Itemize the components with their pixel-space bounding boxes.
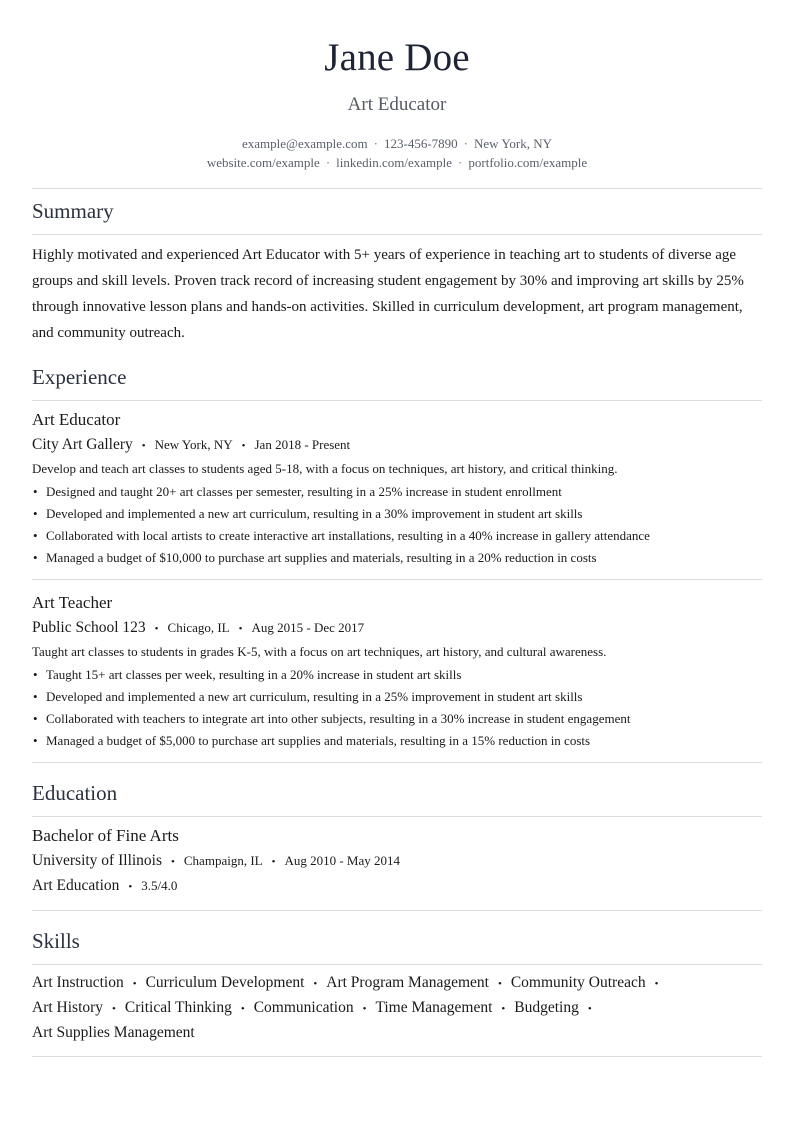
contact-separator: · <box>458 155 463 170</box>
job-bullet: • Developed and implemented a new art curriculum, resulting in a 30% improvement in student art skills <box>32 503 650 525</box>
job-meta <box>32 619 364 638</box>
contact-line-links <box>32 154 762 172</box>
job-description: Develop and teach art classes to students aged 5-18, with a focus on techniques, art history, and critical thinking. <box>32 461 618 476</box>
job-description: Taught art classes to students in grades K-5, with a focus on art techniques, art history, and cultural awareness. <box>32 644 607 659</box>
portfolio-link[interactable]: portfolio.com/example <box>468 155 588 170</box>
divider <box>32 816 762 817</box>
job-location: New York, NY <box>154 437 233 452</box>
divider <box>32 964 762 965</box>
divider <box>32 910 762 911</box>
skill-item: Art Supplies Management <box>32 1024 195 1041</box>
skill-separator: • <box>587 1003 592 1015</box>
job-organization: Public School 123 <box>32 619 146 636</box>
meta-dot: • <box>238 623 243 635</box>
skill-separator: • <box>132 978 137 990</box>
degree-title: Bachelor of Fine Arts <box>32 826 179 845</box>
skill-separator: • <box>654 978 659 990</box>
meta-dot: • <box>154 623 159 635</box>
skill-item: Critical Thinking <box>124 999 232 1016</box>
meta-dot: • <box>171 856 175 868</box>
candidate-role: Art Educator <box>347 94 447 115</box>
job-organization: City Art Gallery <box>32 436 133 453</box>
skills-line <box>32 1022 195 1044</box>
skill-item: Time Management <box>375 999 493 1016</box>
skill-separator: • <box>112 1003 116 1015</box>
skills-line <box>32 972 667 995</box>
skill-item: Art Instruction <box>32 974 124 991</box>
job-bullet: • Managed a budget of $10,000 to purchase art supplies and materials, resulting in a 20% reduction in costs <box>32 547 650 569</box>
education-heading: Education <box>32 781 118 805</box>
job-bullet: • Collaborated with local artists to create interactive art installations, resulting in a 40% increase in gallery attendance <box>32 525 650 547</box>
skill-item: Art History <box>32 999 104 1016</box>
job-meta <box>32 436 350 455</box>
skills-line <box>32 997 601 1020</box>
divider <box>32 188 762 189</box>
meta-dot: • <box>141 440 146 452</box>
location-text: New York, NY <box>474 136 553 151</box>
education-dates: Aug 2010 - May 2014 <box>284 853 401 868</box>
contact-separator: · <box>325 155 331 170</box>
linkedin-link[interactable]: linkedin.com/example <box>336 155 453 170</box>
job-dates: Aug 2015 - Dec 2017 <box>251 620 365 635</box>
job-bullet: • Developed and implemented a new art curriculum, resulting in a 25% improvement in student art skills <box>32 686 630 708</box>
job-bullets <box>32 664 630 752</box>
divider <box>32 234 762 235</box>
skills-heading: Skills <box>32 929 80 953</box>
gpa-text: 3.5/4.0 <box>141 878 178 893</box>
skill-item: Communication <box>253 999 354 1016</box>
website-link[interactable]: website.com/example <box>206 155 320 170</box>
divider <box>32 400 762 401</box>
skill-item: Community Outreach <box>510 974 646 991</box>
meta-dot: • <box>128 881 133 893</box>
meta-dot: • <box>271 856 276 868</box>
skill-separator: • <box>497 978 502 990</box>
education-meta <box>32 852 400 871</box>
job-bullets <box>32 481 650 569</box>
skill-separator: • <box>501 1003 506 1015</box>
summary-heading: Summary <box>32 199 114 223</box>
education-field-meta <box>32 877 177 896</box>
job-dates: Jan 2018 - Present <box>254 437 351 452</box>
job-location: Chicago, IL <box>167 620 230 635</box>
email-link[interactable]: example@example.com <box>241 136 368 151</box>
contact-separator: · <box>373 136 378 151</box>
skill-item: Budgeting <box>514 999 579 1016</box>
skill-separator: • <box>240 1003 245 1015</box>
skill-separator: • <box>362 1003 367 1015</box>
divider <box>32 1056 762 1057</box>
divider <box>32 762 762 763</box>
experience-heading: Experience <box>32 365 127 389</box>
contact-line-primary <box>32 135 762 153</box>
field-of-study: Art Education <box>32 877 120 894</box>
divider <box>32 579 762 580</box>
job-title: Art Educator <box>32 410 121 429</box>
skill-separator: • <box>313 978 318 990</box>
meta-dot: • <box>241 440 246 452</box>
school-location: Champaign, IL <box>183 853 263 868</box>
candidate-name: Jane Doe <box>324 36 470 79</box>
skill-item: Art Program Management <box>326 974 489 991</box>
job-bullet: • Taught 15+ art classes per week, resulting in a 20% increase in student art skills <box>32 664 630 686</box>
summary-text: Highly motivated and experienced Art Educator with 5+ years of experience in teaching art to students of diverse age groups and skill levels. Proven track record of increasing student engagement by 30% and improving art skills by 25% through innovative lesson plans and hands-on activities. Skilled in curriculum development, art program management, and community outreach. <box>32 247 744 341</box>
skill-item: Curriculum Development <box>145 974 305 991</box>
job-bullet: • Managed a budget of $5,000 to purchase art supplies and materials, resulting in a 15% reduction in costs <box>32 730 630 752</box>
contact-separator: · <box>463 136 468 151</box>
phone-text: 123-456-7890 <box>383 136 458 151</box>
job-title: Art Teacher <box>32 593 113 612</box>
job-bullet: • Designed and taught 20+ art classes per semester, resulting in a 25% increase in student enrollment <box>32 481 650 503</box>
school-name: University of Illinois <box>32 852 163 869</box>
job-bullet: • Collaborated with teachers to integrate art into other subjects, resulting in a 30% increase in student engagement <box>32 708 630 730</box>
